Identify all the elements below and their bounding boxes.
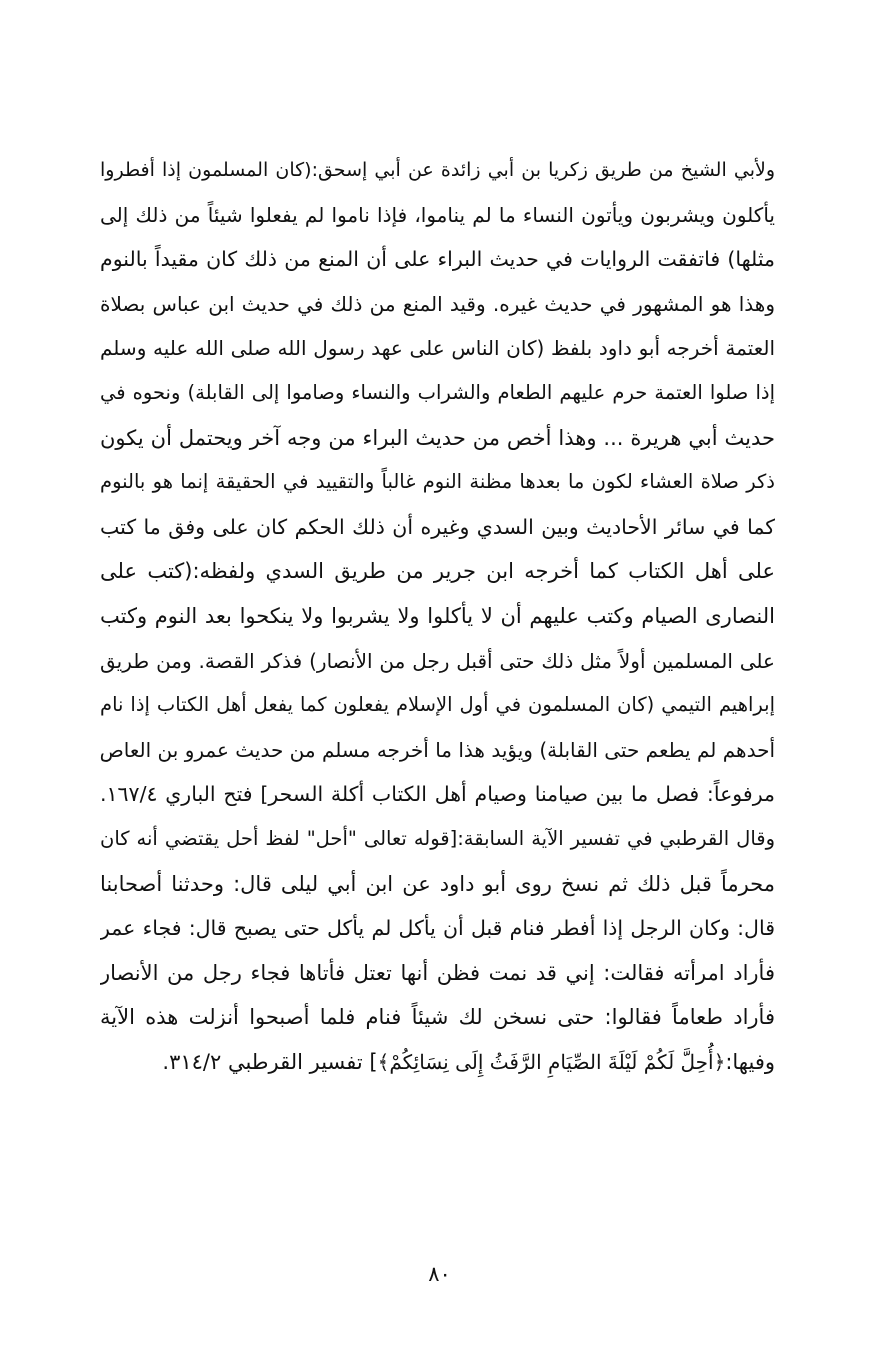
- text-line: على أهل الكتاب كما أخرجه ابن جرير من طريق السدي ولفظه:(كتب على: [100, 559, 775, 584]
- text-line: على المسلمين أولاً مثل ذلك حتى أقبل رجل من الأنصار) فذكر القصة. ومن طريق: [100, 648, 775, 673]
- text-line: إذا صلوا العتمة حرم عليهم الطعام والشراب والنساء وصاموا إلى القابلة) ونحوه في: [100, 380, 775, 404]
- text-line: فأراد طعاماً فقالوا: حتى نسخن لك شيئاً فنام فلما أصبحوا أنزلت هذه الآية: [100, 1005, 775, 1030]
- text-line: مرفوعاً: فصل ما بين صيامنا وصيام أهل الكتاب أكلة السحر] فتح الباري ١٦٧/٤.: [100, 782, 775, 807]
- last-line-suffix: ] تفسير القرطبي ٣١٤/٢.: [162, 1049, 378, 1074]
- text-line: وهذا هو المشهور في حديث غيره. وقيد المنع من ذلك في حديث ابن عباس بصلاة: [100, 291, 775, 316]
- text-line: ذكر صلاة العشاء لكون ما بعدها مظنة النوم غالباً والتقييد في الحقيقة إنما هو بالنوم: [100, 470, 775, 494]
- text-line: مثلها) فاتفقت الروايات في حديث البراء على أن المنع من ذلك كان مقيداً بالنوم: [100, 247, 775, 272]
- text-line: النصارى الصيام وكتب عليهم أن لا يأكلوا ولا يشربوا ولا ينكحوا بعد النوم وكتب: [100, 603, 775, 628]
- text-line: يأكلون ويشربون ويأتون النساء ما لم يناموا، فإذا ناموا لم يفعلوا شيئاً من ذلك إلى: [100, 202, 775, 227]
- text-line: العتمة أخرجه أبو داود بلفظ (كان الناس على عهد رسول الله صلى الله عليه وسلم: [100, 336, 775, 361]
- text-line: كما في سائر الأحاديث وبين السدي وغيره أن ذلك الحكم كان على وفق ما كتب: [100, 514, 775, 539]
- last-line-prefix: وفيها:: [725, 1049, 775, 1074]
- text-line: فأراد امرأته فقالت: إني قد نمت فظن أنها تعتل فأتاها فجاء رجل من الأنصار: [100, 960, 775, 985]
- text-line: محرماً قبل ذلك ثم نسخ روى أبو داود عن ابن أبي ليلى قال: وحدثنا أصحابنا: [100, 871, 775, 896]
- last-text-line: [100, 1040, 775, 1085]
- text-line: قال: وكان الرجل إذا أفطر فنام قبل أن يأكل لم يأكل حتى يصبح قال: فجاء عمر: [100, 916, 775, 941]
- text-line: ولأبي الشيخ من طريق زكريا بن أبي زائدة عن أبي إسحق:(كان المسلمون إذا أفطروا: [100, 159, 775, 181]
- page-number: ٨٠: [428, 1262, 451, 1286]
- text-line: وقال القرطبي في تفسير الآية السابقة:[قوله تعالى "أحل" لفظ أحل يقتضي أنه كان: [100, 826, 775, 850]
- quran-verse: ﴿أُحِلَّ لَكُمْ لَيْلَةَ الصِّيَامِ الرَّفَثُ إِلَى نِسَائِكُمْ﴾: [377, 1049, 726, 1074]
- text-line: أحدهم لم يطعم حتى القابلة) ويؤيد هذا ما أخرجه مسلم من حديث عمرو بن العاص: [100, 737, 775, 762]
- text-line: حديث أبي هريرة ... وهذا أخص من حديث البراء من وجه آخر ويحتمل أن يكون: [100, 425, 775, 450]
- body-text: [100, 148, 775, 1084]
- text-line: إبراهيم التيمي (كان المسلمون في أول الإسلام يفعلون كما يفعل أهل الكتاب إذا نام: [100, 693, 775, 717]
